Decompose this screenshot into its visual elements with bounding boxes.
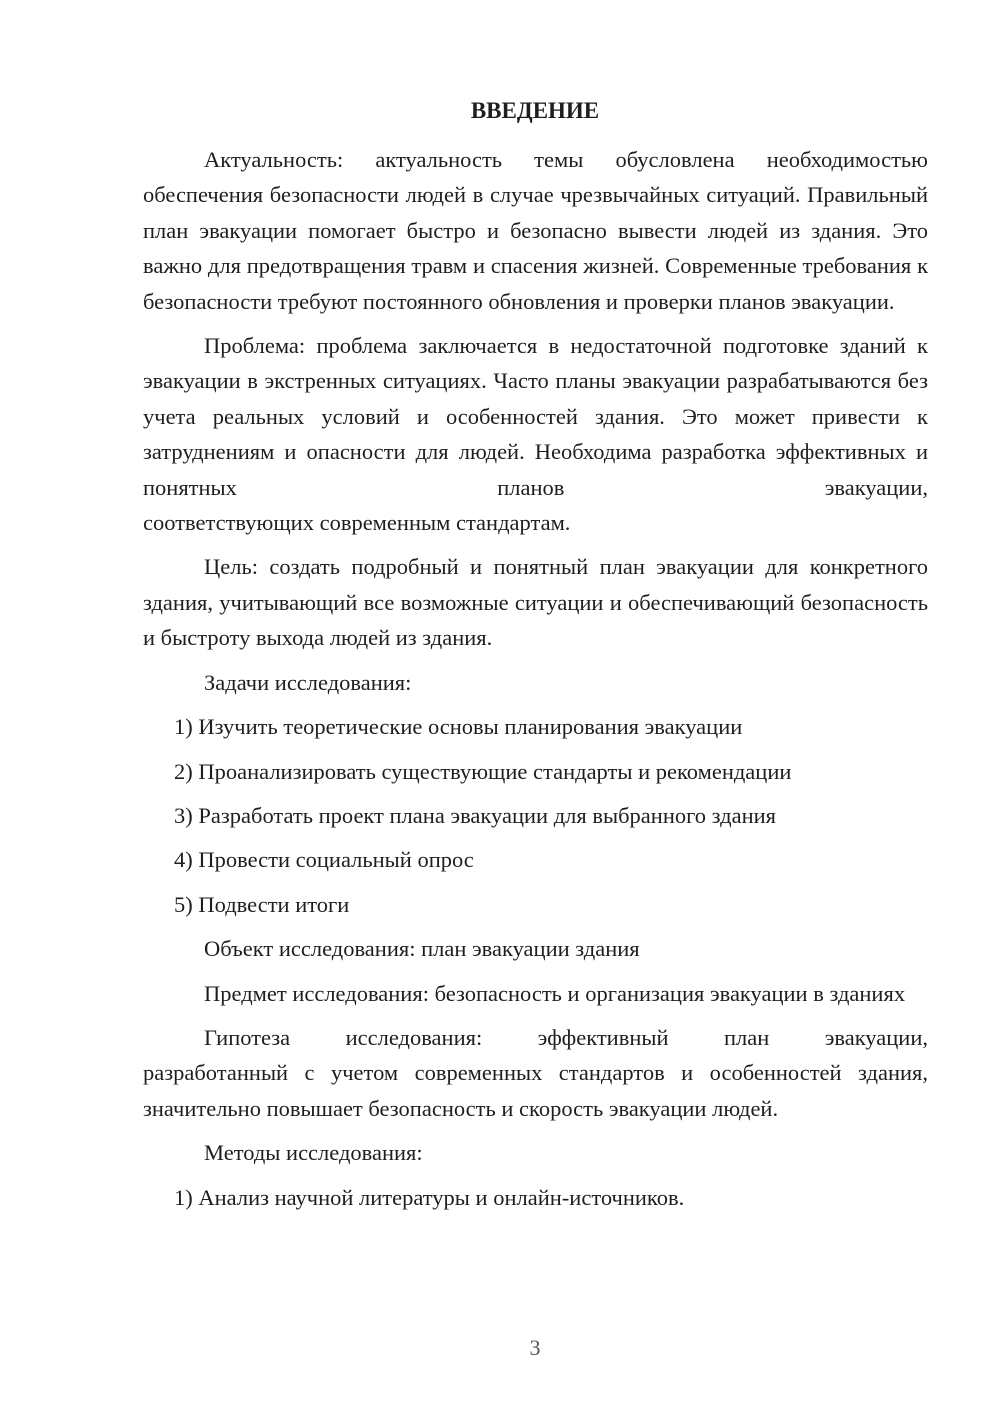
- tasks-heading: Задачи исследования:: [204, 669, 412, 695]
- problem-paragraph-end: соответствующих современным стандартам.: [143, 510, 571, 536]
- task-list-item: 3) Разработать проект плана эвакуации для выбранного здания: [174, 802, 776, 828]
- page-title: ВВЕДЕНИЕ: [470, 98, 600, 123]
- problem-paragraph: Проблема: проблема заключается в недостаточной подготовке зданий к эвакуации в экстренных ситуациях. Часто планы эвакуации разрабатываются без учета реальных условий и особенностей здания. Это может привести к затруднениям и опасности для людей. Необходима разработка эффективных и понятных планов эвакуации,: [143, 333, 928, 500]
- hypothesis-paragraph: Гипотеза исследования: эффективный план эвакуации,: [204, 1024, 928, 1050]
- object-paragraph: Объект исследования: план эвакуации здания: [204, 936, 640, 962]
- page-number: 3: [529, 1335, 541, 1360]
- hypothesis-paragraph-continued: разработанный с учетом современных стандартов и особенностей здания, значительно повышает безопасность и скорость эвакуации людей.: [143, 1060, 928, 1121]
- task-list-item: 2) Проанализировать существующие стандарты и рекомендации: [174, 758, 792, 784]
- task-list-item: 1) Изучить теоретические основы планирования эвакуации: [174, 714, 743, 740]
- goal-paragraph: Цель: создать подробный и понятный план эвакуации для конкретного здания, учитывающий все возможные ситуации и обеспечивающий безопасность и быстроту выхода людей из здания.: [143, 554, 928, 651]
- document-body: [143, 142, 928, 1215]
- relevance-paragraph: Актуальность: актуальность темы обусловлена необходимостью обеспечения безопасности людей в случае чрезвычайных ситуаций. Правильный план эвакуации помогает быстро и безопасно вывести людей из здания. Это важно для предотвращения травм и спасения жизней. Современные требования к безопасности требуют постоянного обновления и проверки планов эвакуации.: [143, 147, 928, 314]
- task-list-item: 4) Провести социальный опрос: [174, 847, 474, 873]
- task-list-item: 5) Подвести итоги: [174, 891, 350, 917]
- subject-paragraph: Предмет исследования: безопасность и организация эвакуации в зданиях: [204, 980, 906, 1006]
- methods-heading: Методы исследования:: [204, 1140, 423, 1166]
- method-list-item: 1) Анализ научной литературы и онлайн-источников.: [174, 1184, 685, 1210]
